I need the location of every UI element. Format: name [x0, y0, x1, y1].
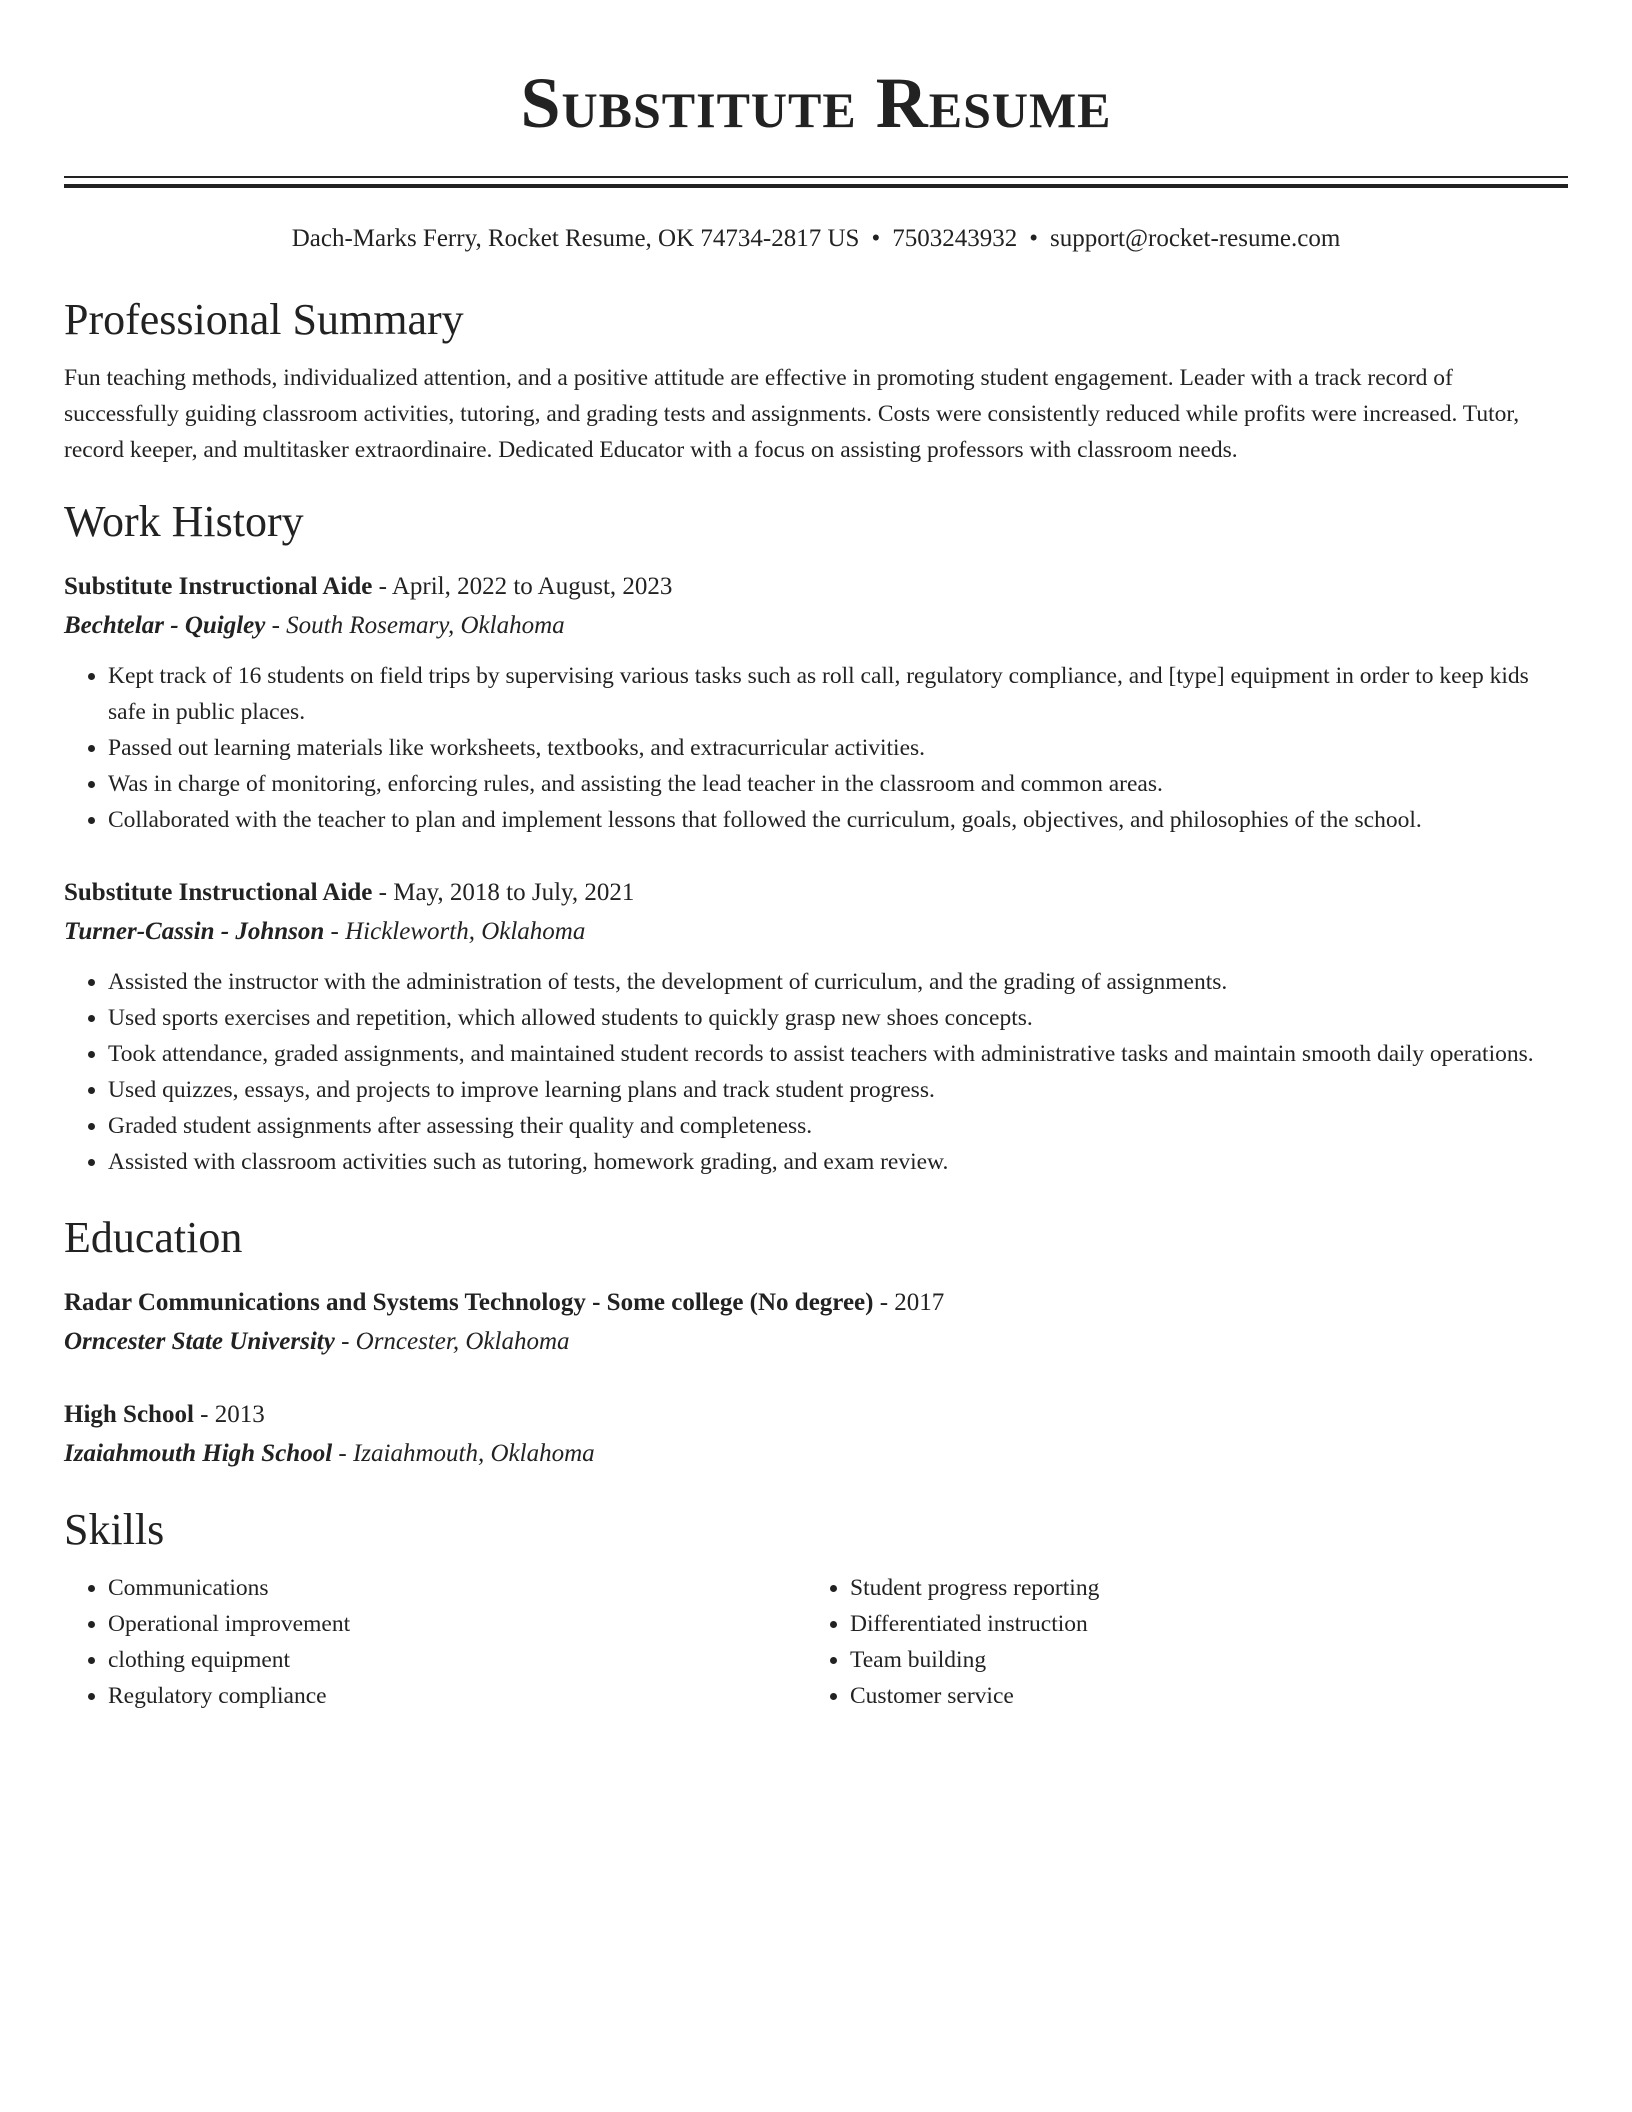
education-school-line — [64, 1434, 1568, 1474]
skills-section — [64, 1502, 1568, 1714]
skills-column-right — [806, 1570, 1548, 1714]
section-heading-work-history: Work History — [64, 497, 304, 546]
job-role: Substitute Instructional Aide — [64, 573, 373, 600]
skills-grid — [64, 1570, 1568, 1714]
contact-separator: • — [1029, 225, 1038, 252]
education-entry — [64, 1396, 1568, 1474]
list-item: • Collaborated with the teacher to plan and implement lessons that followed the curriculum, goals, objectives, and philosophies of the school. — [108, 802, 1568, 838]
work-history-section — [64, 494, 1568, 1180]
skill-item: • Differentiated instruction — [850, 1606, 1548, 1642]
page-title: Substitute Resume — [520, 63, 1112, 143]
education-school-line — [64, 1322, 1568, 1362]
list-item: • Assisted the instructor with the administration of tests, the development of curriculum, and the grading of assignments. — [108, 964, 1568, 1000]
education-school: Orncester State University — [64, 1328, 335, 1355]
list-item: • Assisted with classroom activities such as tutoring, homework grading, and exam review. — [108, 1144, 1568, 1180]
list-item: • Kept track of 16 students on field trips by supervising various tasks such as roll call, regulatory compliance, and [type] equipment in order to keep kids safe in public places. — [108, 658, 1568, 730]
section-heading-summary: Professional Summary — [64, 295, 464, 344]
education-school: Izaiahmouth High School — [64, 1440, 333, 1467]
skill-item: • clothing equipment — [108, 1642, 806, 1678]
job-role: Substitute Instructional Aide — [64, 879, 373, 906]
contact-address: Dach-Marks Ferry, Rocket Resume, OK 74734-2817 US — [291, 225, 860, 252]
list-item: • Used quizzes, essays, and projects to improve learning plans and track student progress. — [108, 1072, 1568, 1108]
education-degree: Radar Communications and Systems Technology - Some college (No degree) — [64, 1289, 874, 1316]
skill-item: • Customer service — [850, 1678, 1548, 1714]
skill-item: • Regulatory compliance — [108, 1678, 806, 1714]
education-degree-line — [64, 1284, 1568, 1322]
list-item: • Was in charge of monitoring, enforcing rules, and assisting the lead teacher in the classroom and common areas. — [108, 766, 1568, 802]
education-year: - 2017 — [873, 1289, 945, 1316]
contact-phone: 7503243932 — [892, 225, 1018, 252]
skill-item: • Communications — [108, 1570, 806, 1606]
education-degree: High School — [64, 1401, 194, 1428]
skill-item: • Operational improvement — [108, 1606, 806, 1642]
list-item: • Used sports exercises and repetition, which allowed students to quickly grasp new shoes concepts. — [108, 1000, 1568, 1036]
contact-separator: • — [871, 225, 881, 252]
job-dates: - April, 2022 to August, 2023 — [372, 573, 673, 600]
skill-item: • Student progress reporting — [850, 1570, 1548, 1606]
job-employer-line — [64, 606, 1568, 646]
job-title-line — [64, 874, 1568, 912]
education-degree-line — [64, 1396, 1568, 1434]
summary-section — [64, 292, 1568, 468]
job-location: - South Rosemary, Oklahoma — [265, 612, 565, 639]
job-location: - Hickleworth, Oklahoma — [324, 918, 586, 945]
education-year: - 2013 — [193, 1401, 265, 1428]
job-employer: Turner-Cassin - Johnson — [64, 918, 325, 945]
job-entry — [64, 568, 1568, 838]
job-dates: - May, 2018 to July, 2021 — [372, 879, 635, 906]
education-location: - Orncester, Oklahoma — [334, 1328, 570, 1355]
skills-column-left — [64, 1570, 806, 1714]
education-section — [64, 1210, 1568, 1474]
skill-item: • Team building — [850, 1642, 1548, 1678]
list-item: • Graded student assignments after assessing their quality and completeness. — [108, 1108, 1568, 1144]
job-bullets — [64, 658, 1568, 838]
section-heading-skills: Skills — [64, 1505, 165, 1554]
contact-email[interactable]: support@rocket-resume.com — [1049, 225, 1341, 252]
job-entry — [64, 874, 1568, 1180]
list-item: • Took attendance, graded assignments, and maintained student records to assist teachers with administrative tasks and maintain smooth daily operations. — [108, 1036, 1568, 1072]
section-heading-education: Education — [64, 1213, 243, 1262]
education-location: - Izaiahmouth, Oklahoma — [332, 1440, 595, 1467]
job-bullets — [64, 964, 1568, 1180]
summary-text: Fun teaching methods, individualized attention, and a positive attitude are effective in promoting student engagement. Leader with a track record of successfully guiding classroom activities, tutoring, and grading tests and assignments. Costs were consistently reduced while profits were increased. Tutor, record keeper, and multitasker extraordinaire. Dedicated Educator with a focus on assisting professors with classroom needs. — [64, 365, 1520, 463]
job-employer: Bechtelar - Quigley — [64, 612, 266, 639]
job-title-line — [64, 568, 1568, 606]
list-item: • Passed out learning materials like worksheets, textbooks, and extracurricular activities. — [108, 730, 1568, 766]
contact-line — [64, 222, 1568, 256]
title-divider — [64, 176, 1568, 188]
education-entry — [64, 1284, 1568, 1362]
job-employer-line — [64, 912, 1568, 952]
